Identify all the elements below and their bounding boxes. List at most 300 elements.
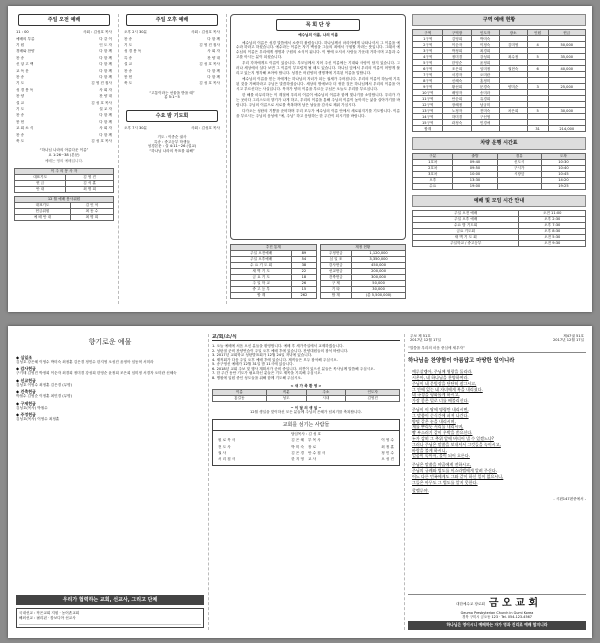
table-cell: 홍정미 (471, 78, 499, 84)
order-item-value: 다 함 께 (99, 132, 112, 137)
order-item-label: 봉 헌 (124, 74, 133, 79)
table-cell: 6구역 (413, 66, 443, 72)
order-item (14, 139, 114, 145)
table-cell: 10:00 (453, 171, 497, 177)
officer-role: 안 수 집 사 (308, 451, 326, 456)
order-item-label: 기 원 (16, 43, 25, 48)
offering-names: 김성호 강은혜 이영수 박미숙 최정훈 김은경 정민수 한지영 오성진 윤정아 임동혁 서미라 (16, 359, 154, 364)
news-item: 6. 2018년 교회 주보 및 행사 계획서가 준비 중입니다. 의견이 있으신 분들은 목사님께 말씀해 주십시오. (212, 366, 375, 371)
table-cell: 38 (292, 263, 316, 269)
wednesday-line: 특송 : 중고등부 학생들 (154, 139, 190, 144)
table-cell: 11구역 (413, 96, 443, 102)
table-cell: 4구역 (413, 54, 443, 60)
table-cell: 오후 (413, 177, 453, 183)
psalm-text (408, 369, 586, 494)
afternoon-verse: “고통이라는 선물을 받을 때” (149, 90, 195, 95)
psalm-line: 어느 다른 민족에게도 그와 같이 하신 일이 없으시니, (412, 473, 504, 479)
new-family-title: < 새 가 족 환 영 > (290, 384, 322, 389)
essay-paragraph: 한 해를 마무리하는 이 계절에 우리의 이름이 예수님의 이름과 함께 빛나기를 소망합니다. 우리가 가는 곳마다 그리스도의 향기가 나게 하고, 우리의 이름을 통해 주님의 이름이 높아지는 삶을 살아가기를 바랍니다. 주님의 이름으로 서로를 축복하며 남은 날들을 감사로 채워 가십시다. (236, 93, 400, 107)
table-cell: 박미숙 (471, 36, 499, 42)
afternoon-service-title: 주일 오후 예배 (126, 14, 218, 26)
news-item: 1. 오늘 예배에 처음 오신 분들을 환영합니다. 예배 후 새가족실에서 교제하겠습니다. (212, 344, 344, 349)
table-cell: 450,000 (352, 263, 406, 269)
morning-service-head: 11 : 00 사회 : 김성호 목사 (16, 30, 112, 35)
table-cell: 권현숙 (499, 66, 527, 72)
vehicle-schedule-title: 차량 운행 시간표 (412, 137, 586, 149)
table-cell: 민경애 (471, 120, 499, 126)
table-cell: 황선희 (443, 84, 471, 90)
table-cell: 새 벽 기 도 (231, 269, 292, 275)
table-cell: 30,000 (352, 287, 406, 293)
order-item-label: 기 도 (16, 81, 25, 86)
table-cell: 최경희 (471, 48, 499, 54)
table-cell: 09:50 (453, 165, 497, 171)
news-item: 8. 병원에 입원 중인 성도들을 위해 함께 기도해 주십시오. (212, 375, 303, 380)
table-cell: 시내 (306, 395, 346, 401)
column-divider (208, 334, 209, 630)
wednesday-line: 성경본문 : 살 4:11~26 (설교) (147, 144, 197, 149)
order-item-value: 인 도 자 (99, 43, 112, 48)
offering-category: ◆ 주정헌금 (16, 412, 36, 418)
table-cell: 곽정숙 (443, 120, 471, 126)
order-item-label: 교 독 문 (16, 68, 29, 73)
attendance-row (231, 293, 317, 299)
column-header: 헌금 (548, 30, 585, 36)
order-item-label: 봉 헌 (16, 119, 25, 124)
order-item-value: 다 함 께 (99, 49, 112, 54)
officers-grid (213, 437, 399, 465)
psalm-line: 그 말씀이 순식간에 퍼져 나간다. (412, 412, 469, 418)
issue-number: 주보 제 51호 (410, 334, 431, 338)
order-item-value: 김 영 진 집사 (199, 43, 220, 48)
table-cell (471, 126, 499, 132)
order-item-label: 설 교 (16, 100, 25, 105)
morning-scripture: 요 1:26~38 (본문) (48, 152, 80, 157)
order-item-value: 김 성 호 목사 (91, 138, 112, 143)
psalm-line: 빵 부스러기 같이 우박을 쏟으신다. (412, 430, 473, 436)
table-cell: 윤정희 (471, 60, 499, 66)
psalm-line: 예루살렘아, 주님께 영광을 돌리라. (412, 369, 473, 375)
church-address: 경북 구미시 금오동 123 · Tel. 054-123-4567 (462, 615, 532, 620)
officer-role: 부 목 사 (308, 438, 321, 443)
table-cell: 양미순 (499, 84, 527, 90)
table-cell: 기 타 (320, 287, 352, 293)
order-item-label: 설 교 (124, 62, 133, 67)
district-title: 구역 예배 현황 (412, 14, 586, 26)
table-cell: 시장앞 (497, 171, 541, 177)
table-cell: 수요 (413, 183, 453, 189)
order-item-value: 다 함 께 (99, 68, 112, 73)
officer-name: 정 민 수 (381, 451, 394, 456)
order-item-label: 성 경 봉 독 (16, 87, 34, 92)
column-header: 구역 (413, 30, 443, 36)
psalm-line: 바람을 불게 하시니, (412, 447, 447, 453)
table-cell: 1,120,000 (352, 251, 406, 257)
table-cell: 이순자 (443, 42, 471, 48)
afternoon-service-column (122, 14, 222, 304)
table-cell: 대표기도 (15, 174, 66, 180)
table-cell: 14구역 (413, 114, 443, 120)
stats-area (230, 244, 406, 299)
psalm-line: 주님이 이 땅에 명령만 내리시면, (412, 406, 469, 412)
table-cell: 김 석 훈 (66, 180, 114, 186)
table-cell: 10:40 (541, 165, 585, 171)
psalm-line: 그들은 아무도 그 법도를 알지 못한다. (412, 479, 478, 485)
order-item-value: 다 함 께 (99, 62, 112, 67)
new-family-row (213, 395, 400, 401)
column-header: 직분 (266, 389, 306, 395)
table-cell: 주정헌금 (320, 251, 352, 257)
order-item-value: 다 함 께 (207, 36, 220, 41)
column-header: 이름 (213, 389, 267, 395)
table-cell: 오후 8:30 (519, 228, 586, 234)
psalm-line: 그러나 주님은 말씀을 보내셔서 그것들을 녹이시고, (412, 441, 501, 447)
table-cell: 정미경 (443, 54, 471, 60)
order-item-label: 성 경 봉 독 (124, 49, 142, 54)
officer-name: 한 지 영 (291, 457, 304, 462)
order-item-value: 김 영 진 집사 (91, 81, 112, 86)
table-cell: 30,000 (548, 108, 585, 114)
wednesday-service-title: 수요 밤 기도회 (126, 110, 218, 122)
pastor-column (230, 14, 406, 304)
table-cell: 하미경 (443, 114, 471, 120)
table-cell: 안 내 (15, 186, 66, 192)
table-cell: 3구역 (413, 48, 443, 54)
table-cell: 오후 2:30 (519, 216, 586, 222)
table-cell: 9구역 (413, 84, 443, 90)
offering-list (16, 355, 204, 422)
order-item-label: 신 앙 고 백 (16, 62, 34, 67)
order-item-value: 찬 양 대 (99, 94, 112, 99)
table-cell: 3 (527, 84, 548, 90)
service-times-table (412, 210, 586, 247)
officer-name: 최 정 훈 (381, 444, 394, 449)
afternoon-service-order (122, 37, 222, 88)
table-cell: 건축헌금 (320, 275, 352, 281)
table-cell: 4 (527, 42, 548, 48)
attendance-table (230, 244, 317, 299)
officers-box (212, 419, 400, 466)
table-cell: 배영자 (443, 90, 471, 96)
table-cell: 합 계 (231, 293, 292, 299)
table-cell: 19:25 (541, 183, 585, 189)
column-header: 구분 (413, 153, 453, 159)
table-cell: 10:30 (541, 159, 585, 165)
psalm-title: 하나님을 찬양함이 아름답고 마땅한 일이니라 (408, 358, 515, 365)
church-name-row (408, 594, 586, 611)
table-cell: 중 고 등 부 (231, 287, 292, 293)
issue-date: 2017년 12월 17일 (410, 338, 441, 343)
officer-role: 장 로 (308, 444, 317, 449)
partner-line: 해외선교 : 필리핀 · 캄보디아 선교사 (19, 615, 76, 620)
offering-category: ◆ 선교헌금 (16, 377, 36, 383)
officer-name: 박 미 숙 (291, 444, 304, 449)
news-title: 교/회/소/식 (212, 334, 400, 341)
news-list (212, 344, 400, 380)
table-cell: 차은희 (499, 108, 527, 114)
table-cell: 대표기도 (15, 202, 71, 208)
essay-paragraph: 다가오는 성탄의 기쁨을 준비하며 우리 모두가 예수님의 이름 안에서 새로워지기를 기도합니다. 이름을 부르시는 주님의 음성에 “예, 주님” 하고 응답하는 한 주간이 되시기를 바랍니다. (236, 109, 400, 119)
wednesday-line: “하나님 나라의 목표를 위해” (149, 148, 195, 153)
volume-number: 제47권 51호 (563, 334, 584, 338)
table-cell: 200,000 (352, 269, 406, 275)
table-cell: 수 요 기 도 회 (231, 263, 292, 269)
officer-role: 전 도 사 (218, 444, 231, 449)
wednesday-service-body (122, 135, 222, 153)
table-cell: 5 (527, 54, 548, 60)
offering-column (16, 334, 204, 630)
officer-name: 오 성 진 (381, 457, 394, 462)
order-item-value: 다 함 께 (99, 55, 112, 60)
wednesday-line: 기도 : 이종순 권사 (157, 135, 187, 140)
table-cell: 합계 (413, 126, 443, 132)
order-item-value: 다 함 께 (99, 113, 112, 118)
table-cell: 주일 오후 예배 (413, 216, 519, 222)
table-cell: 이정숙 (471, 42, 499, 48)
table-cell: 선교헌금 (320, 269, 352, 275)
morning-sermon-title: “하나님 나라의 아름다운 이름” (39, 148, 89, 153)
offering-category: ◆ 건축헌금 (16, 389, 36, 395)
column-divider (226, 14, 227, 304)
morning-service-title: 주일 오전 예배 (18, 14, 110, 26)
district-table (412, 29, 586, 132)
offering-category: ◆ 십일조 (16, 354, 33, 360)
duty-row (15, 214, 114, 220)
officer-item (306, 457, 396, 463)
new-family-table (212, 389, 400, 402)
order-item-label: 축 도 (124, 81, 133, 86)
officers-title: 교회를 섬기는 사람들 (213, 420, 399, 431)
birthday-title: ~ 이 달 의 생 일 ~ (290, 405, 322, 410)
morning-note: 예배는 영의 예배입니다. (44, 159, 84, 164)
officer-role: 원 로 목 사 (218, 438, 236, 443)
table-cell: 김 영 진 (66, 174, 114, 180)
column-header: 구역장 (443, 30, 471, 36)
order-item-value: 김 성 호 목사 (199, 81, 220, 86)
news-column (212, 334, 400, 630)
table-cell: 구선영 (471, 114, 499, 120)
column-header: 인원 (527, 30, 548, 36)
table-cell: 금 요 기 도 (231, 275, 292, 281)
column-header: 도착 (541, 153, 585, 159)
order-item-value: 김 성 호 목사 (199, 62, 220, 67)
table-cell: 50,000 (548, 42, 585, 48)
order-item-label: 찬 송 (16, 132, 25, 137)
psalm-line: 시온아, 네 하나님을 찬양하여라. (412, 375, 469, 380)
table-cell (499, 126, 527, 132)
table-cell: 262 (292, 293, 316, 299)
offering-title: 향기로운 예물 (88, 338, 132, 346)
table-cell: 주일 오전예배 (231, 251, 292, 257)
offering-names: 김성호 이영수 최정훈 김은경 (무명) (16, 382, 72, 387)
attendance-table-title: 추진 통계 (231, 245, 317, 251)
bulletin-inside-page (8, 6, 592, 312)
table-cell: (총 5,500,000) (352, 293, 406, 299)
psalm-line: 주님은 말씀을 야곱에게 전하시고, (412, 462, 472, 468)
table-cell: 감사헌금 (320, 263, 352, 269)
column-divider (118, 14, 119, 304)
duty-table (14, 168, 114, 193)
table-cell: 장혜정 (443, 102, 471, 108)
order-item-label: 기 도 (124, 43, 133, 48)
table-cell: 주일 오후예배 (231, 257, 292, 263)
table-cell: 13구역 (413, 108, 443, 114)
offering-category: ◆ 감사헌금 (16, 366, 36, 372)
essay-paragraph: 예수님의 이름을 믿는 자에게는 하나님의 자녀가 되는 권세가 주어집니다. 우리의 이름이 하늘에 기록된 것을 기뻐하라고 주님은 말씀하셨습니다. 세상의 명예보다 더 귀한 것은 하나님께서 우리의 이름을 아시고 부르신다는 사실입니다. 목자가 양의 이름을 부르듯 주님은 오늘도 우리를 부르십니다. (236, 77, 400, 91)
church-slogan: 하나님은 영이시니 예배하는 자가 영과 진리로 예배 할지니라 (408, 621, 586, 630)
news-item: 7. 한 주간 동안 기도가 필요하신 분들은 기도 제목을 기록해 주십시오. (212, 371, 322, 376)
church-footer (408, 594, 586, 630)
order-item-value: 다 같 이 (99, 36, 112, 41)
table-cell: 5 (527, 108, 548, 114)
essay-paragraph: 우리 각자에게도 이름이 있습니다. 부모님께서 지어 주신 이름에는 기대와 사랑이 담겨 있습니다. 그러나 세상에서 살다 보면 그 이름이 부끄럽게 될 때도 있습니다. 하나님 앞에서 우리의 이름이 어떻게 불리고 있는지 생각해 보아야 합니다. 성경은 어린양의 생명책에 기록된 이름을 말합니다. (236, 61, 400, 75)
district-row (413, 126, 586, 132)
officer-item (216, 457, 306, 463)
afternoon-service-head: 오후 2시 30분 사회 : 김성호 목사 (124, 30, 220, 35)
table-cell: 26 (292, 281, 316, 287)
table-cell: 성도 (266, 395, 306, 401)
table-cell: 안순희 (443, 96, 471, 102)
order-item-value: 다 함 께 (99, 74, 112, 79)
table-cell: 오전 5:30 (519, 234, 586, 240)
table-cell: 최 명 희 (66, 186, 114, 192)
church-denomination: 대한예수교 장로회 (455, 602, 485, 607)
table-cell: 노정자 (443, 108, 471, 114)
column-header: 인도자 (471, 30, 499, 36)
psalm-line: 그 안에 있는 네 자녀에게 복을 내리셨다. (412, 386, 483, 392)
table-cell: 300,000 (352, 275, 406, 281)
officer-name: 김 은 경 (291, 451, 304, 456)
service-times-title: 예배 및 모임 시간 안내 (412, 195, 586, 207)
news-item: 3. 2017년 교회학교 성탄발표회가 12월 24일 저녁에 있습니다. (212, 353, 313, 358)
officer-role: 권 사 (218, 451, 227, 456)
table-cell: 신혜숙 (443, 78, 471, 84)
order-item-label: 찬 송 (124, 68, 133, 73)
table-cell: 7구역 (413, 72, 443, 78)
table-cell: 헌금위원 (15, 208, 71, 214)
order-item-label: 예배의 부름 (16, 36, 35, 41)
table-cell: 박정희 (443, 48, 471, 54)
table-cell: 신도시 (497, 159, 541, 165)
order-item-label: 교 회 소 식 (16, 126, 34, 131)
church-english-name: Geumo Presbyterian Church in Gumi Korea (460, 610, 534, 615)
table-cell: 헌 금 (15, 180, 66, 186)
order-item-value: 다 함 께 (207, 74, 220, 79)
offering-names: 구기태 김영진 박정희 이순자 최경희 정미경 강성희 한영순 윤정희 조은희 임미정 서경자 오미란 신혜숙 (16, 371, 177, 376)
psalm-line: 재를 뿌리듯 서리를 내리시며, (412, 424, 464, 430)
pastor-essay-body (236, 41, 400, 119)
vehicle-row (413, 183, 586, 189)
table-cell: 50,000 (352, 281, 406, 287)
table-cell: 54 (292, 257, 316, 263)
next-duty-table-title: 12 월 예배 봉사위원 (15, 196, 114, 202)
psalm-line: 양털 같은 눈을 내리시며, (412, 418, 456, 424)
partner-body (16, 608, 204, 628)
pastor-essay-title: 목 회 단 상 (276, 19, 360, 31)
district-column (412, 14, 586, 304)
table-cell: 김미영 (499, 42, 527, 48)
order-item-label: 축 도 (16, 138, 25, 143)
afternoon-verse-ref: 롬 5:1~5 (164, 95, 180, 100)
officer-role: 서 리 집 사 (218, 457, 236, 462)
psalm-line: 주님의 규례와 법도를 이스라엘에게 알려 주신다. (412, 467, 497, 473)
table-cell: 오후 7:30 (519, 222, 586, 228)
order-item-value: 찬 양 대 (207, 55, 220, 60)
column-header: 장소 (499, 30, 527, 36)
year-theme: “말씀을 우리의 마음 중심에 세우자” (408, 346, 586, 353)
table-cell: 1호차 (413, 159, 453, 165)
finance-table-title: 재정 현황 (320, 245, 406, 251)
table-cell: 31 (527, 126, 548, 132)
vehicle-schedule-table (412, 153, 586, 190)
partner-box (16, 595, 204, 628)
bulletin-outside-page (8, 326, 592, 638)
news-item: 2. 성탄절 준비 찬양연습이 주일 오후 예배 후에 있습니다. 찬양대원들의 참석 바랍니다. (212, 348, 349, 353)
finance-row (320, 293, 406, 299)
column-header: 경유 (497, 153, 541, 159)
table-cell (497, 183, 541, 189)
service-time-row (413, 240, 586, 246)
order-item-value: 사 회 자 (99, 126, 112, 131)
table-cell: 남궁미 (471, 102, 499, 108)
table-cell: 10:45 (541, 171, 585, 177)
table-cell: 3호차 (413, 171, 453, 177)
order-item-value: 사 회 자 (99, 87, 112, 92)
order-item-label: 찬 송 (16, 55, 25, 60)
order-item-label: 찬 송 (16, 74, 25, 79)
psalm-ref: - 시편147편중에서 - (553, 497, 586, 502)
order-item-label: 찬 양 (16, 94, 25, 99)
finance-table (320, 244, 407, 299)
table-cell: 홍길동 (213, 395, 267, 401)
order-item-label: 찬 송 (124, 36, 133, 41)
psalm-line: 주님이 네 문빗장을 단단히 잠그시고, (412, 380, 477, 386)
table-cell: 214,000 (548, 126, 585, 132)
table-cell (443, 126, 471, 132)
table-cell: 문경숙 (471, 84, 499, 90)
table-cell: 강성희 (471, 54, 499, 60)
column-header: 출발 (453, 153, 497, 159)
offering-names: 김성호(목사) 이영수 최정훈 (16, 417, 60, 422)
table-cell: 최 동 수 (70, 208, 113, 214)
psalm-line: 얼음이 녹아서, 물이 되어 흐른다. (412, 453, 470, 459)
cover-column (408, 334, 586, 630)
table-cell: 2호차 (413, 165, 453, 171)
order-item-label: 기 도 (16, 106, 25, 111)
order-item-label: 찬 송 (16, 113, 25, 118)
table-cell: 1구역 (413, 36, 443, 42)
column-header: 인도자 (346, 389, 400, 395)
table-cell: 35,000 (548, 54, 585, 60)
table-cell: 5구역 (413, 60, 443, 66)
table-cell: 새 벽 기 도 회 (413, 234, 519, 240)
table-cell: 09:40 (453, 159, 497, 165)
order-item-value: 다 함 께 (207, 68, 220, 73)
table-cell: 최 명 희 (70, 214, 113, 220)
birthday-text: 12월 생일을 맞이하신 모든 분들께 주님의 은혜가 넘치기를 축복합니다. (249, 410, 363, 415)
table-cell: 조은희 (443, 66, 471, 72)
table-cell: 전미숙 (471, 108, 499, 114)
column-divider (404, 334, 405, 630)
table-cell: 2구역 (413, 42, 443, 48)
table-cell: 14:20 (541, 177, 585, 183)
morning-service-column (14, 14, 114, 304)
table-cell: 김 인 석 (70, 202, 113, 208)
order-item (122, 81, 222, 87)
issue-date-right: 2017년 12월 17일 (553, 338, 584, 343)
offering-names: 김성호(목사) 박철수 (16, 405, 48, 410)
offering-names: 박철수 김영순 이정훈 최민경 (무명) (16, 394, 72, 399)
